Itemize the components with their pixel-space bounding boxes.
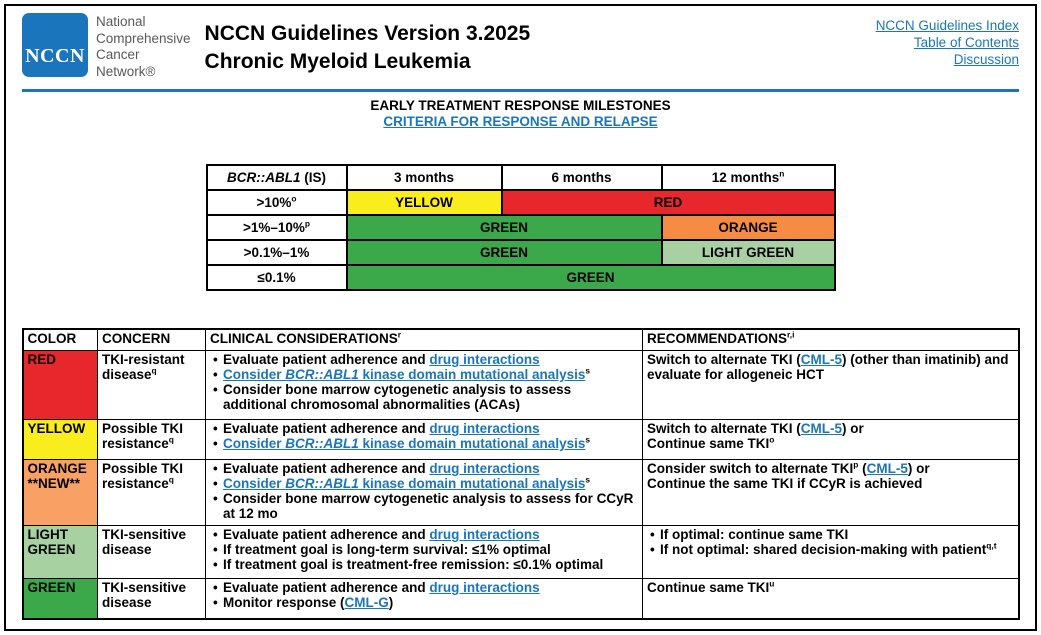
recommendation-item: Continue same TKI$^o$ <box>647 434 775 451</box>
inline-link[interactable]: drug interactions <box>429 527 540 542</box>
detail-row-light-green <box>23 526 1019 579</box>
milestone-header-6mo: 6 months <box>502 165 662 190</box>
recommendation-item: Consider switch to alternate TKI$^p$ (CML-5) or <box>647 459 930 476</box>
considerations-cell <box>206 526 643 579</box>
milestone-header-3mo: 3 months <box>347 165 502 190</box>
column-header-recommendations: RECOMMENDATIONS$^{r,i}$ <box>643 329 1019 351</box>
detail-row-red <box>23 351 1019 420</box>
considerations-cell <box>206 579 643 619</box>
consideration-item: • If treatment goal is long-term survival: ≤1% optimal <box>210 542 638 557</box>
milestone-row <box>207 265 835 290</box>
milestone-header-assay: BCR::ABL1 (IS) <box>207 165 347 190</box>
inline-link[interactable]: CML-5 <box>800 352 843 367</box>
nccn-logo <box>22 13 88 77</box>
inline-link[interactable]: CML-5 <box>866 461 908 476</box>
consideration-item: • Evaluate patient adherence and drug interactions <box>210 527 638 542</box>
milestone-status-cell-green: GREEN <box>347 240 662 265</box>
consideration-item: • Consider BCR::ABL1 kinase domain mutational analysis$^s$ <box>210 476 638 491</box>
milestone-row <box>207 190 835 215</box>
inline-link[interactable]: kinase domain mutational analysis <box>358 476 586 491</box>
section-heading: EARLY TREATMENT RESPONSE MILESTONES <box>370 98 671 113</box>
title-line-version: NCCN Guidelines Version 3.2025 <box>204 22 531 45</box>
inline-link[interactable]: drug interactions <box>429 461 540 476</box>
milestone-header-row <box>207 165 835 190</box>
inline-link[interactable]: drug interactions <box>429 421 540 436</box>
inline-link[interactable]: kinase domain mutational analysis <box>358 367 586 382</box>
recommendation-item: • If not optimal: shared decision-making with patient$^{q,t}$ <box>647 542 1014 557</box>
recommendations-cell <box>643 579 1019 619</box>
recommendations-cell <box>643 351 1019 420</box>
recommendation-item: • If optimal: continue same TKI <box>647 527 1014 542</box>
page-title <box>205 20 531 76</box>
inline-link[interactable]: BCR::ABL1 <box>285 367 359 382</box>
inline-link[interactable]: kinase domain mutational analysis <box>358 436 586 451</box>
nav-link-discussion[interactable]: Discussion <box>953 52 1019 67</box>
consideration-item: • Consider bone marrow cytogenetic analysis to assess additional chromosomal abnormalities (ACAs) <box>210 382 638 412</box>
concern-cell: Possible TKI resistance$^q$ <box>98 460 206 526</box>
considerations-cell <box>206 420 643 460</box>
milestone-status-cell-green: GREEN <box>347 215 662 240</box>
org-name <box>96 14 191 80</box>
inline-link[interactable]: Consider <box>223 476 286 491</box>
inline-link[interactable]: BCR::ABL1 <box>285 476 359 491</box>
concern-cell: TKI-sensitive disease <box>98 526 206 579</box>
milestone-label-cell: >0.1%–1% <box>207 240 347 265</box>
milestone-label-cell: >1%–10%$^p$ <box>207 215 347 240</box>
consideration-item: • Consider bone marrow cytogenetic analysis to assess for CCyR at 12 mo <box>210 491 638 521</box>
milestone-status-cell-orange: ORANGE <box>662 215 835 240</box>
inline-link[interactable]: Consider <box>223 436 286 451</box>
detail-row-orange <box>23 460 1019 526</box>
recommendation-item: Continue same TKI$^u$ <box>647 578 775 595</box>
org-line: Cancer <box>96 47 140 62</box>
org-line: Network® <box>96 63 156 79</box>
consideration-item: • Consider BCR::ABL1 kinase domain mutational analysis$^s$ <box>210 367 638 382</box>
color-cell: ORANGE **NEW** <box>23 460 98 526</box>
title-line-disease: Chronic Myeloid Leukemia <box>204 50 471 73</box>
org-line: Comprehensive <box>96 30 191 46</box>
concern-cell: TKI-sensitive disease <box>98 579 206 619</box>
header <box>6 6 1035 80</box>
concern-cell: TKI-resistant disease$^q$ <box>98 351 206 420</box>
column-header-color: COLOR <box>23 329 98 351</box>
detail-header-row <box>23 329 1019 351</box>
consideration-item: • Evaluate patient adherence and drug interactions <box>210 421 638 436</box>
milestone-row <box>207 215 835 240</box>
recommendation-item: Switch to alternate TKI (CML-5) (other than imatinib) and evaluate for allogeneic HCT <box>647 352 1009 382</box>
milestone-label-cell: ≤0.1% <box>207 265 347 290</box>
consideration-item: • If treatment goal is treatment-free remission: ≤0.1% optimal <box>210 557 638 572</box>
consideration-item: • Evaluate patient adherence and drug interactions <box>210 461 638 476</box>
recommendation-item: Switch to alternate TKI (CML-5) or <box>647 421 864 436</box>
response-detail-table <box>22 328 1020 620</box>
inline-link[interactable]: CML-G <box>344 595 389 610</box>
recommendation-item: Continue the same TKI if CCyR is achieved <box>647 476 923 491</box>
recommendations-cell <box>643 526 1019 579</box>
considerations-cell <box>206 351 643 420</box>
column-header-considerations: CLINICAL CONSIDERATIONS$^r$ <box>206 329 643 351</box>
milestone-header-12mo: 12 months$^n$ <box>662 165 835 190</box>
detail-row-yellow <box>23 420 1019 460</box>
milestone-status-cell-light-green: LIGHT GREEN <box>662 240 835 265</box>
inline-link[interactable]: CML-5 <box>800 421 843 436</box>
org-line: National <box>96 14 146 29</box>
page <box>4 4 1037 631</box>
color-cell: GREEN <box>23 579 98 619</box>
header-divider <box>22 89 1019 92</box>
inline-link[interactable]: drug interactions <box>429 580 540 595</box>
nav-link-table-of-contents[interactable]: Table of Contents <box>913 35 1019 50</box>
nav-links <box>876 17 1019 68</box>
consideration-item: • Evaluate patient adherence and drug interactions <box>210 352 638 367</box>
consideration-item: • Consider BCR::ABL1 kinase domain mutational analysis$^s$ <box>210 436 638 451</box>
color-cell: LIGHT GREEN <box>23 526 98 579</box>
inline-link[interactable]: Consider <box>223 367 286 382</box>
section-subheading-link[interactable]: CRITERIA FOR RESPONSE AND RELAPSE <box>383 114 658 129</box>
milestone-status-cell-red: RED <box>502 190 835 215</box>
consideration-item: • Evaluate patient adherence and drug interactions <box>210 580 638 595</box>
color-cell: RED <box>23 351 98 420</box>
recommendations-cell <box>643 420 1019 460</box>
detail-row-green <box>23 579 1019 619</box>
inline-link[interactable]: BCR::ABL1 <box>285 436 359 451</box>
nccn-logo-text: NCCN <box>25 44 85 67</box>
milestone-status-cell-yellow: YELLOW <box>347 190 502 215</box>
concern-cell: Possible TKI resistance$^q$ <box>98 420 206 460</box>
section-heading-block <box>6 98 1035 130</box>
inline-link[interactable]: drug interactions <box>429 352 540 367</box>
milestone-status-cell-green: GREEN <box>347 265 835 290</box>
nav-link-guidelines-index[interactable]: NCCN Guidelines Index <box>875 18 1019 33</box>
recommendations-cell <box>643 460 1019 526</box>
milestones-table <box>206 164 836 291</box>
consideration-item: • Monitor response (CML-G) <box>210 595 638 610</box>
considerations-cell <box>206 460 643 526</box>
milestone-label-cell: >10%$^o$ <box>207 190 347 215</box>
column-header-concern: CONCERN <box>98 329 206 351</box>
milestone-row <box>207 240 835 265</box>
color-cell: YELLOW <box>23 420 98 460</box>
